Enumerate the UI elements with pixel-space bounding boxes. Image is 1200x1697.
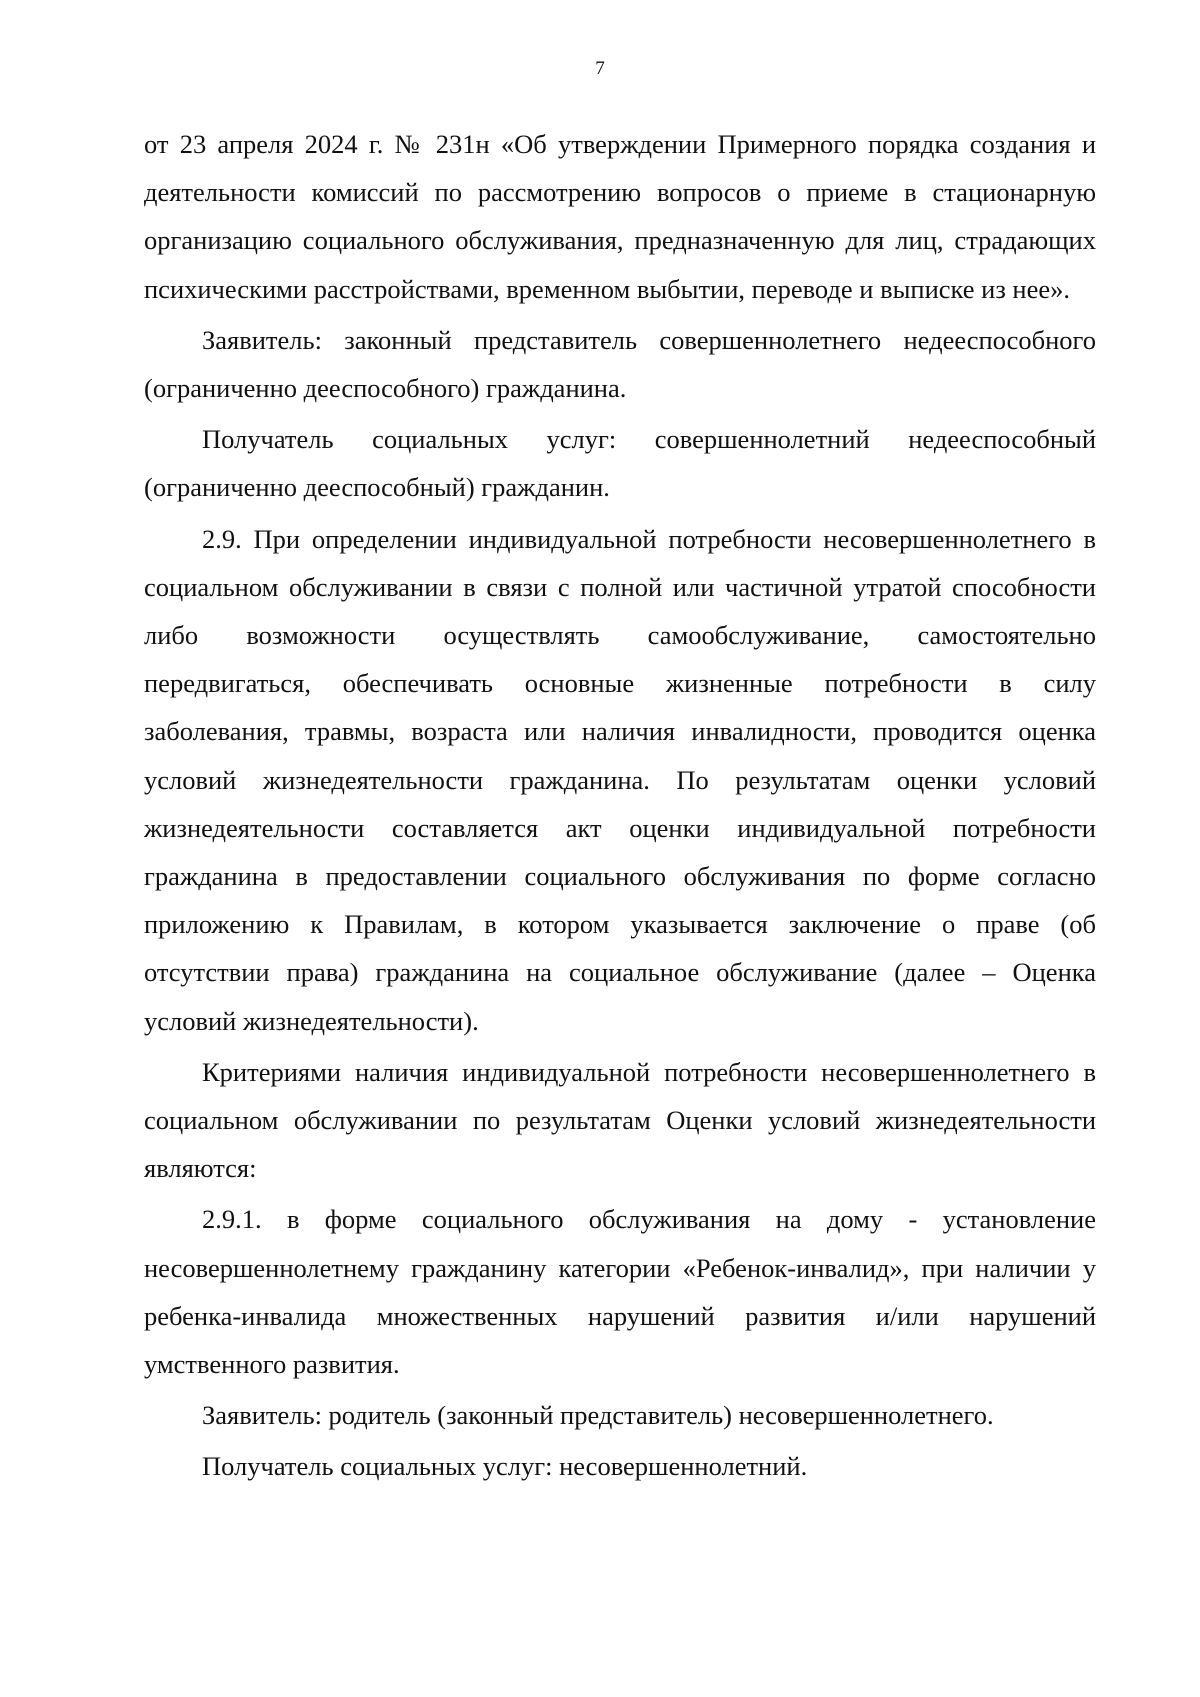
paragraph-criteria: Критериями наличия индивидуальной потребности несовершеннолетнего в социальном обслуживании по результатам Оценки условий жизнедеятельности являются: (144, 1056, 1096, 1184)
document-body (144, 120, 1096, 1491)
paragraph-applicant-adult: Заявитель: законный представитель совершеннолетнего недееспособного (ограниченно дееспособного) гражданина. (144, 324, 1096, 404)
paragraph-section-2-9: 2.9. При определении индивидуальной потребности несовершеннолетнего в социальном обслуживании в связи с полной или частичной утратой способности либо возможности осуществлять самообслуживание, самостоятельно передвигаться, обеспечивать основные жизненные потребности в силу заболевания, травмы, возраста или наличия инвалидности, проводится оценка условий жизнедеятельности гражданина. По результатам оценки условий жизнедеятельности составляется акт оценки индивидуальной потребности гражданина в предоставлении социального обслуживания по форме согласно приложению к Правилам, в котором указывается заключение о праве (об отсутствии права) гражданина на социальное обслуживание (далее – Оценка условий жизнедеятельности). (144, 523, 1096, 1036)
paragraph-recipient-minor: Получатель социальных услуг: несовершеннолетний. (202, 1451, 808, 1482)
paragraph-order-reference: от 23 апреля 2024 г. № 231н «Об утверждении Примерного порядка создания и деятельности комиссий по рассмотрению вопросов о приеме в стационарную организацию социального обслуживания, предназначенную для лиц, страдающих психическими расстройствами, временном выбытии, переводе и выписке из нее». (144, 129, 1096, 304)
paragraph-applicant-minor: Заявитель: родитель (законный представитель) несовершеннолетнего. (202, 1400, 994, 1431)
paragraph-recipient-adult: Получатель социальных услуг: совершеннолетний недееспособный (ограниченно дееспособный) гражданин. (144, 424, 1096, 503)
page-number: 7 (595, 58, 605, 79)
paragraph-section-2-9-1: 2.9.1. в форме социального обслуживания на дому - установление несовершеннолетнему гражданину категории «Ребенок-инвалид», при наличии у ребенка-инвалида множественных нарушений развития и/или нарушений умственного развития. (144, 1204, 1096, 1380)
